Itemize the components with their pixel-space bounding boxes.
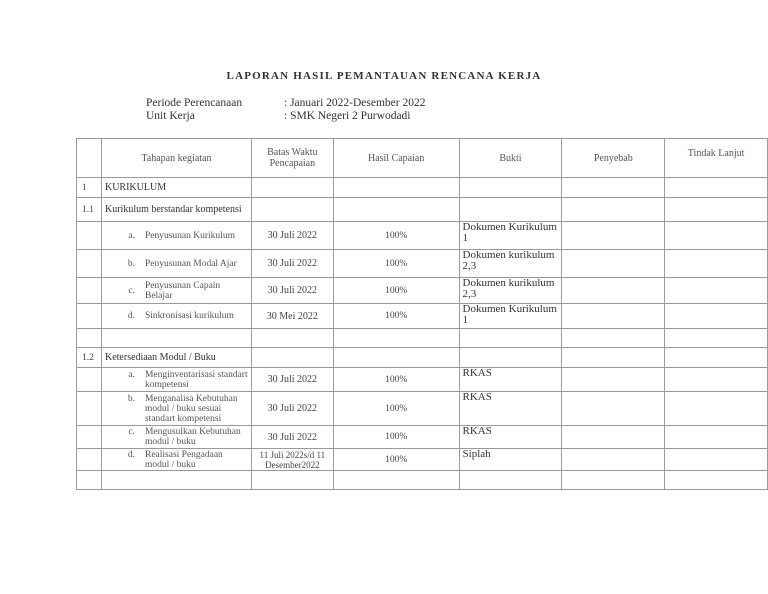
deadline-cell: 30 Juli 2022 <box>251 426 333 449</box>
deadline-cell: 30 Juli 2022 <box>251 368 333 392</box>
header-tahapan: Tahapan kegiatan <box>101 139 251 178</box>
result-cell: 100% <box>333 449 459 471</box>
activity-letter: a. <box>128 230 135 241</box>
activity-letter: c. <box>128 427 135 437</box>
result-cell: 100% <box>333 250 459 278</box>
subsection-num: 1.2 <box>77 348 102 368</box>
activity-cell <box>105 281 248 301</box>
table-row <box>77 222 768 250</box>
bukti-cell: Dokumen kurikulum 2,3 <box>459 278 562 304</box>
activity-text: Sinkronisasi kurikulum <box>144 311 234 321</box>
deadline-cell: 11 Juli 2022s/d 11 Desember2022 <box>251 449 333 471</box>
table-row <box>77 178 768 198</box>
table-row <box>77 392 768 426</box>
header-batas-waktu: Batas Waktu Pencapaian <box>251 139 333 178</box>
activity-cell <box>105 370 248 390</box>
activity-cell <box>105 394 248 424</box>
table-row <box>77 426 768 449</box>
header-hasil: Hasil Capaian <box>333 139 459 178</box>
deadline-cell: 30 Juli 2022 <box>251 222 333 250</box>
table-row <box>77 449 768 471</box>
activity-letter: b. <box>127 393 135 404</box>
result-cell: 100% <box>333 426 459 449</box>
activity-text: Penyusunan Modal Ajar <box>144 258 237 269</box>
subsection-title: Kurikulum berstandar kompetensi <box>101 198 251 222</box>
result-cell: 100% <box>333 392 459 426</box>
table-row <box>77 250 768 278</box>
table-row <box>77 348 768 368</box>
section-num: 1 <box>77 178 102 198</box>
result-cell: 100% <box>333 304 459 329</box>
activity-letter: a. <box>128 369 135 380</box>
periode-label: Periode Perencanaan <box>146 97 243 109</box>
table-row <box>77 368 768 392</box>
result-cell: 100% <box>333 368 459 392</box>
report-table <box>76 138 768 490</box>
activity-cell <box>105 450 248 470</box>
activity-text: Penyusunan Capain Belajar <box>144 280 221 301</box>
result-cell: 100% <box>333 278 459 304</box>
bukti-cell: Dokumen Kurikulum 1 <box>459 222 562 250</box>
activity-letter: b. <box>127 258 135 269</box>
activity-cell <box>105 231 248 241</box>
table-row <box>77 278 768 304</box>
bukti-cell: RKAS <box>459 368 562 392</box>
activity-text: Menginventarisasi standart kompetensi <box>144 369 248 390</box>
header-penyebab: Penyebab <box>562 139 665 178</box>
activity-cell <box>105 311 248 321</box>
subsection-num: 1.1 <box>77 198 102 222</box>
unit-row <box>146 110 411 122</box>
bukti-cell: RKAS <box>459 426 562 449</box>
activity-letter: d. <box>127 449 135 460</box>
table-row <box>77 329 768 348</box>
bukti-cell: Dokumen Kurikulum 1 <box>459 304 562 329</box>
page-title: LAPORAN HASIL PEMANTAUAN RENCANA KERJA <box>226 70 542 82</box>
periode-row <box>146 97 425 109</box>
bukti-cell: Siplah <box>459 449 562 471</box>
table-row <box>77 198 768 222</box>
deadline-cell: 30 Juli 2022 <box>251 278 333 304</box>
unit-value: : SMK Negeri 2 Purwodadi <box>284 110 411 122</box>
activity-text: Menganalisa Kebutuhan modul / buku sesuai standart kompetensi <box>144 393 238 424</box>
header-tindak: Tindak Lanjut <box>665 139 768 178</box>
unit-label: Unit Kerja <box>146 110 195 122</box>
header-row <box>77 139 768 178</box>
bukti-cell: RKAS <box>459 392 562 426</box>
table-row <box>77 471 768 490</box>
deadline-cell: 30 Juli 2022 <box>251 392 333 426</box>
activity-cell <box>105 259 248 269</box>
activity-text: Penyusunan Kurikulum <box>144 230 235 241</box>
activity-letter: d. <box>127 311 135 321</box>
table-row <box>77 304 768 329</box>
section-title: KURIKULUM <box>101 178 251 198</box>
periode-value: : Januari 2022-Desember 2022 <box>284 97 426 109</box>
result-cell: 100% <box>333 222 459 250</box>
activity-text: Realisasi Pengadaan modul / buku <box>144 449 223 470</box>
bukti-cell: Dokumen kurikulum 2,3 <box>459 250 562 278</box>
activity-cell <box>105 427 248 447</box>
deadline-cell: 30 Mei 2022 <box>251 304 333 329</box>
activity-letter: c. <box>128 285 135 296</box>
deadline-cell: 30 Juli 2022 <box>251 250 333 278</box>
header-num <box>77 139 102 178</box>
header-bukti: Bukti <box>459 139 562 178</box>
subsection-title: Ketersediaan Modul / Buku <box>101 348 251 368</box>
activity-text: Mengusulkan Kebutuhan modul / buku <box>144 427 241 447</box>
